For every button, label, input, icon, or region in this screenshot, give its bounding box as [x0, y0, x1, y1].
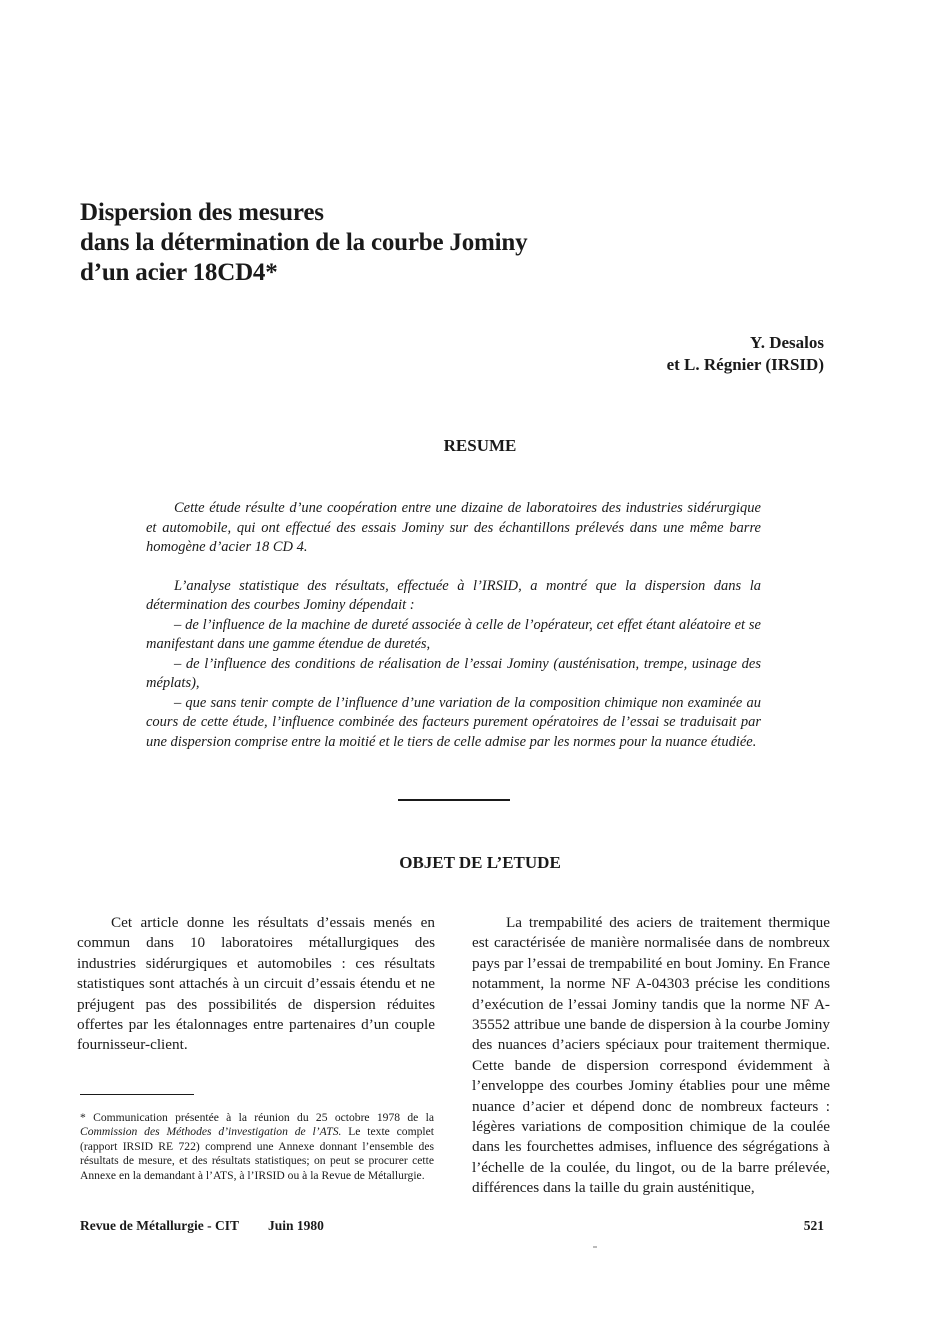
- right-column: [472, 913, 830, 1199]
- footnote-paragraph: [80, 1111, 434, 1183]
- abstract-item-1: – de l’influence de la machine de dureté associée à celle de l’opérateur, cet effet étant aléatoire et se manifestant dans une gamme étendue de duretés,: [146, 616, 761, 652]
- footnote: [80, 1111, 434, 1183]
- abstract-paragraph-1: Cette étude résulte d’une coopération entre une dizaine de laboratoires des industries sidérurgique et automobile, qui ont effectué des essais Jominy sur des échantillons prélevés dans une même barre homogène d’acier 18 CD 4.: [146, 500, 761, 555]
- footer-journal: Revue de Métallurgie - CIT: [80, 1218, 239, 1233]
- footnote-text-start: * Communication présentée à la réunion du 25 octobre 1978 de la: [80, 1111, 434, 1124]
- authors: [667, 332, 824, 376]
- footnote-text-italic: Commission des Méthodes d’investigation de l’ATS.: [80, 1125, 342, 1139]
- objet-heading: OBJET DE L’ETUDE: [399, 853, 561, 872]
- page-number: 521: [803, 1218, 824, 1233]
- resume-heading: RESUME: [443, 436, 517, 455]
- scan-speck: [593, 1246, 597, 1248]
- abstract-item-2: – de l’influence des conditions de réalisation de l’essai Jominy (austénisation, trempe, usinage des méplats),: [146, 655, 761, 691]
- author-line-1: Y. Desalos: [750, 333, 824, 352]
- left-column-paragraph: Cet article donne les résultats d’essais menés en commun dans 10 laboratoires métallurgiques des industries sidérurgiques et automobiles : ces résultats statistiques sont attachés à un circuit d’essais étendu et ne préjugent pas des possibilités de dispersion réduites offertes par les étalonnages entre partenaires d’un couple fournisseur-client.: [77, 914, 435, 1054]
- footnote-text-end: Le texte complet (rapport IRSID RE 722) comprend une Annexe donnant l’ensemble des résultats de mesure, et des résultats statistiques; on peut se procurer cette Annexe en la demandant à l’ATS, à l’IRSID ou à la Revue de Métallurgie.: [80, 1125, 434, 1182]
- section-divider: [398, 799, 510, 801]
- abstract: [146, 499, 761, 752]
- footnote-divider: [80, 1094, 194, 1095]
- left-column: [77, 913, 435, 1056]
- article-title: [80, 198, 680, 288]
- title-line-3: d’un acier 18CD4*: [80, 259, 278, 286]
- author-line-2: et L. Régnier (IRSID): [666, 355, 824, 374]
- title-line-1: Dispersion des mesures: [80, 199, 324, 226]
- right-column-paragraph: La trempabilité des aciers de traitement thermique est caractérisée de manière normalisée dans de nombreux pays par l’essai de trempabilité en bout Jominy. En France notamment, la norme NF A-04303 précise les conditions d’exécution de l’essai Jominy tandis que la norme NF A-35552 attribue une bande de dispersion à la courbe Jominy des nuances d’aciers spéciaux pour traitement thermique. Cette bande de dispersion correspond évidemment à l’enveloppe des courbes Jominy établies pour une même nuance d’acier et dépend donc de nombreux facteurs : légères variations de composition chimique de la coulée dans les fourchettes admises, influence des ségrégations à l’échelle de la coulée, du lingot, ou de la barre prélevée, différences dans la taille du grain austénitique,: [472, 914, 830, 1197]
- abstract-item-3: – que sans tenir compte de l’influence d’une variation de la composition chimique non examinée au cours de cette étude, l’influence combinée des facteurs purement opératoires de l’essai se traduisait par une dispersion comprise entre la moitié et le tiers de celle admise par les normes pour la nuance étudiée.: [146, 694, 761, 750]
- title-line-2: dans la détermination de la courbe Jominy: [80, 229, 528, 256]
- footer-date: Juin 1980: [268, 1218, 324, 1233]
- abstract-paragraph-2: L’analyse statistique des résultats, effectuée à l’IRSID, a montré que la dispersion dans la détermination des courbes Jominy dépendait :: [146, 577, 761, 613]
